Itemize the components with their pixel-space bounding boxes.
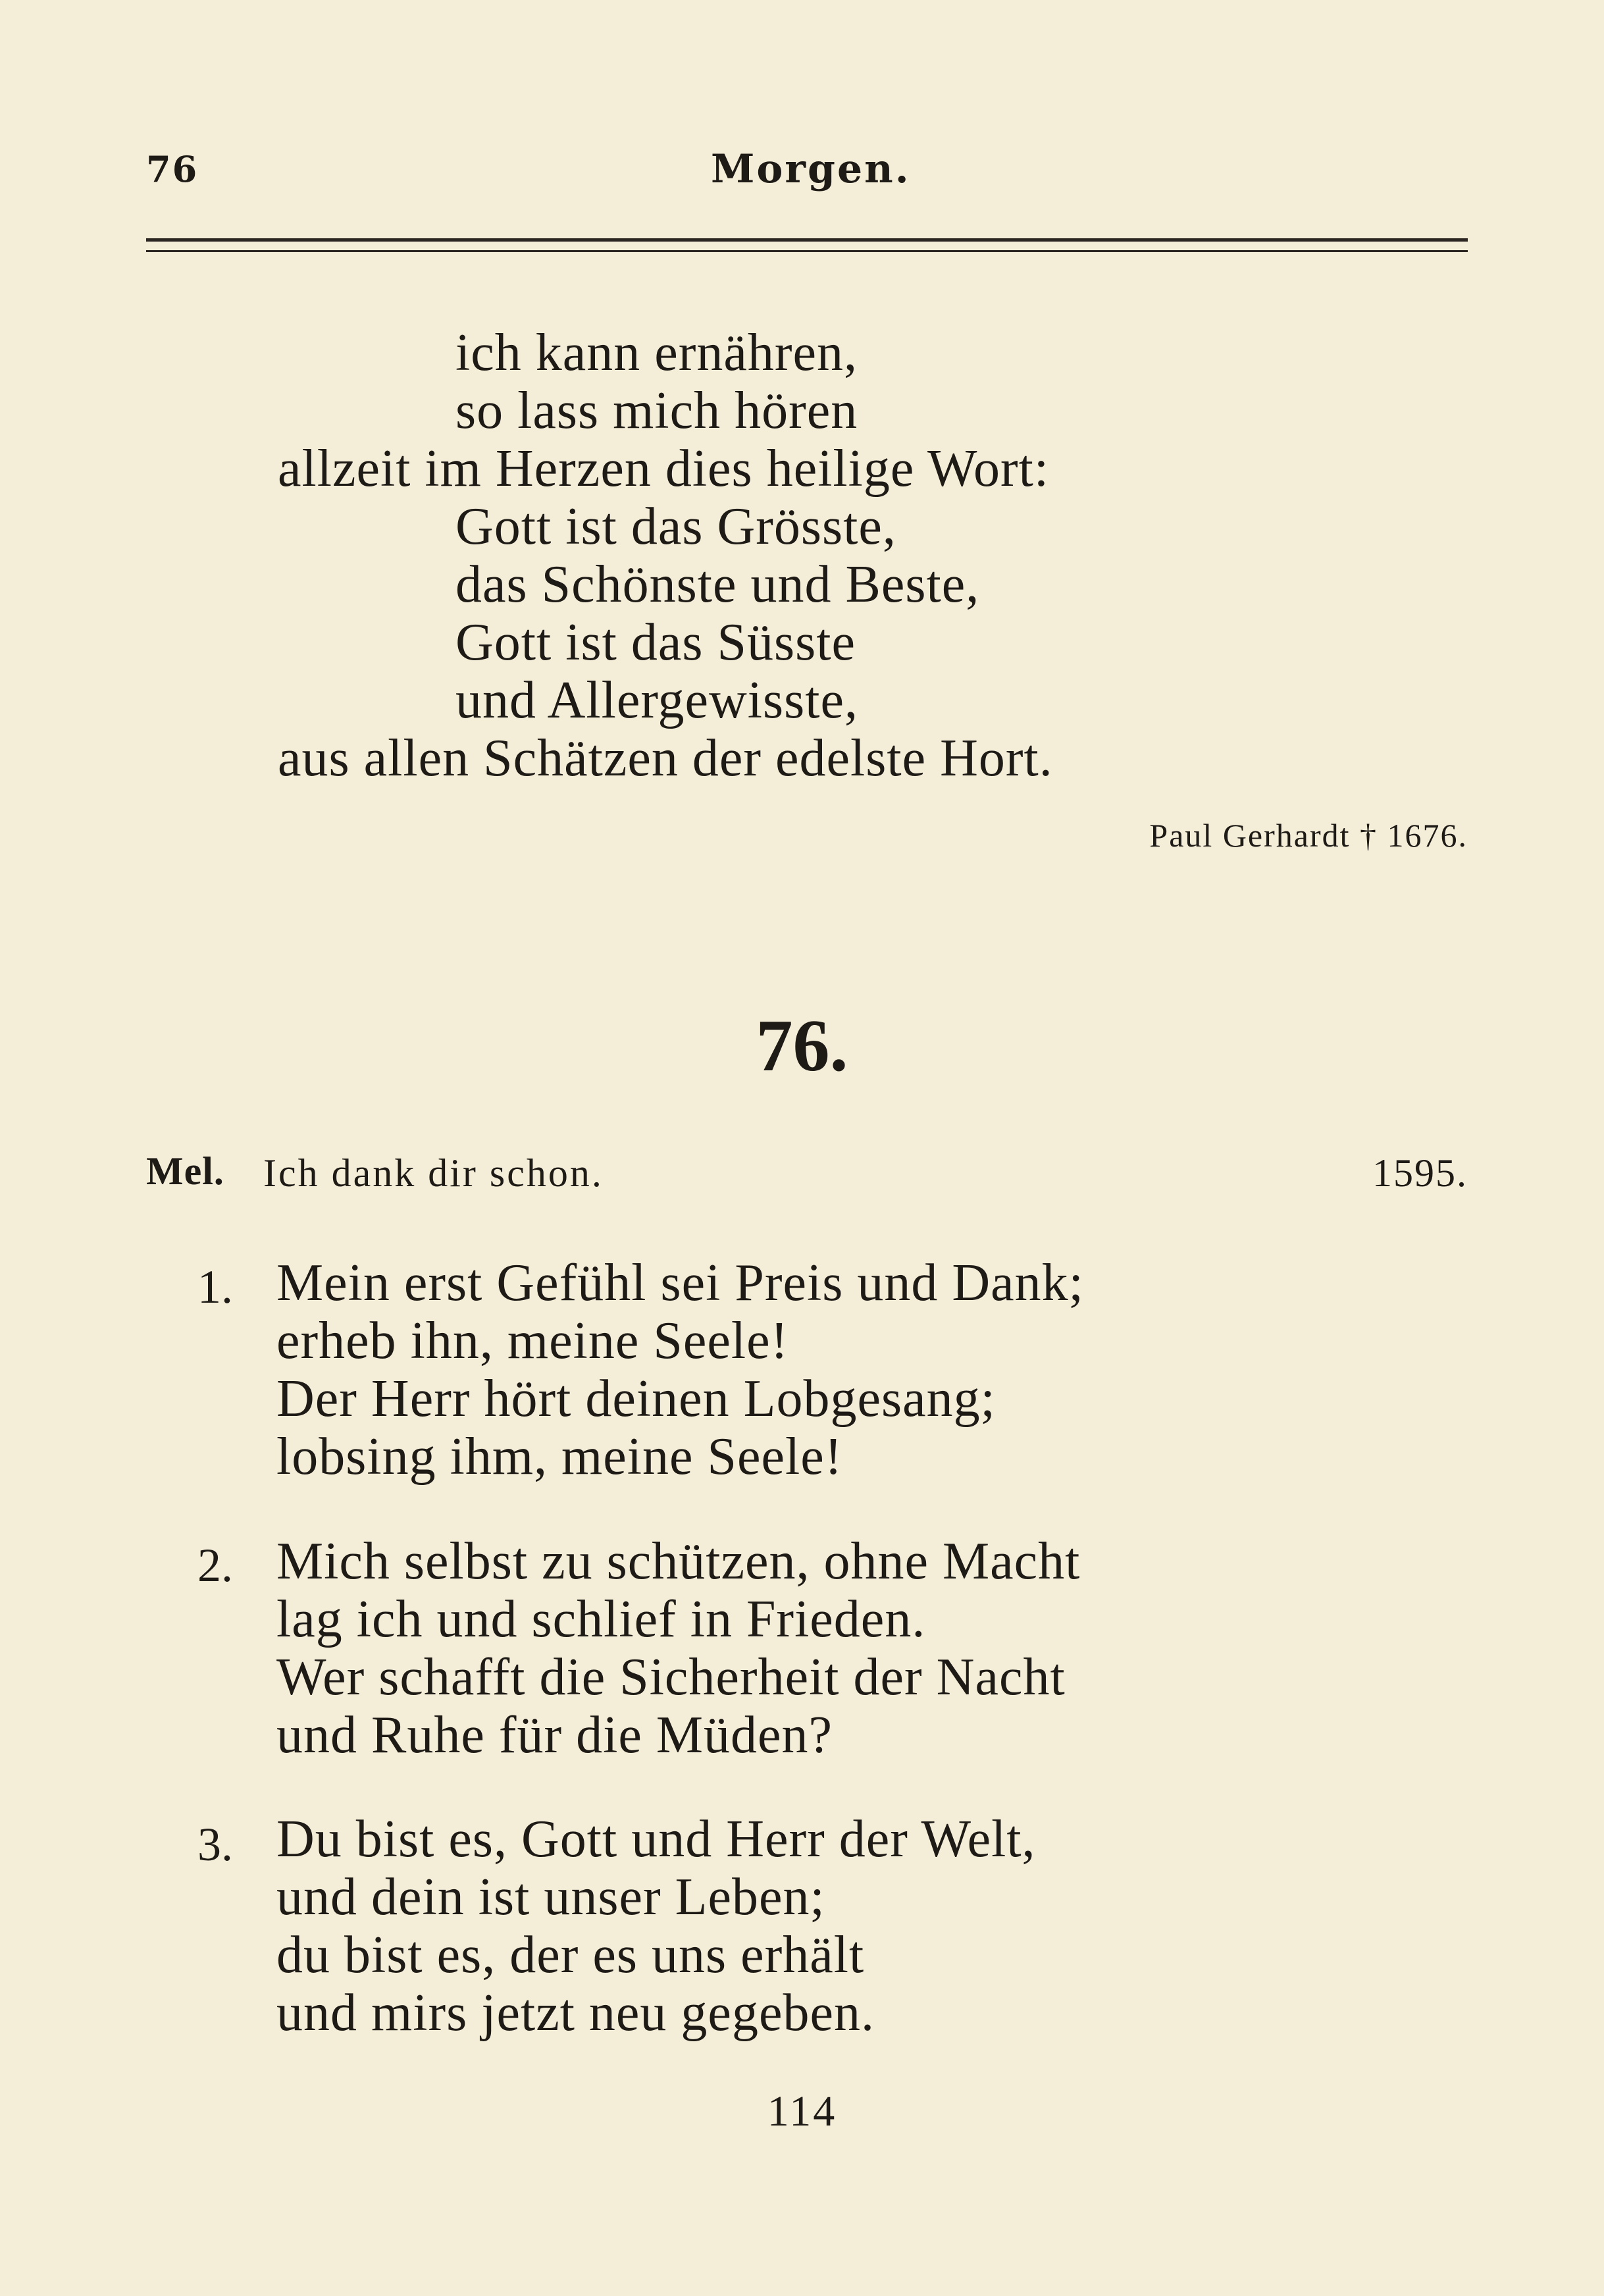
- header-rule-bottom: [146, 250, 1468, 252]
- verse-line: Der Herr hört deinen Lobgesang;: [276, 1370, 996, 1428]
- verse-line: Mich selbst zu schützen, ohne Macht: [276, 1532, 1081, 1590]
- poem-line: aus allen Schätzen der edelste Hort.: [278, 729, 1053, 787]
- footer-number: 114: [767, 2087, 837, 2135]
- verse-line: lobsing ihm, meine Seele!: [276, 1428, 843, 1486]
- poem-line: ich kann ernähren,: [455, 324, 858, 382]
- verse-line: du bist es, der es uns erhält: [276, 1926, 865, 1984]
- hymn-number: 76.: [756, 1005, 848, 1087]
- melody-label: Mel.: [146, 1149, 224, 1193]
- poem-line: das Schönste und Beste,: [455, 556, 980, 613]
- page-number: 76: [146, 148, 199, 190]
- running-title: Morgen.: [711, 146, 911, 192]
- melody-name: Ich dank dir schon.: [263, 1151, 604, 1195]
- verse-line: und dein ist unser Leben;: [276, 1868, 825, 1926]
- verse-line: und mirs jetzt neu gegeben.: [276, 1984, 875, 2042]
- poem-line: allzeit im Herzen dies heilige Wort:: [278, 440, 1050, 498]
- verse-number: 1.: [197, 1261, 233, 1313]
- poem-line: Gott ist das Grösste,: [455, 498, 896, 556]
- melody-year: 1595.: [1372, 1151, 1468, 1195]
- author-attribution: Paul Gerhardt † 1676.: [1149, 817, 1468, 854]
- verse-line: Du bist es, Gott und Herr der Welt,: [276, 1810, 1036, 1868]
- poem-line: Gott ist das Süsste: [455, 613, 856, 671]
- poem-line: so lass mich hören: [455, 382, 858, 440]
- verse-line: Wer schafft die Sicherheit der Nacht: [276, 1648, 1066, 1706]
- verse-line: erheb ihn, meine Seele!: [276, 1312, 789, 1370]
- verse-line: lag ich und schlief in Frieden.: [276, 1590, 926, 1648]
- header-rule-top: [146, 238, 1468, 242]
- verse-number: 2.: [197, 1539, 233, 1592]
- verse-line: Mein erst Gefühl sei Preis und Dank;: [276, 1254, 1084, 1312]
- verse-number: 3.: [197, 1818, 233, 1871]
- verse-line: und Ruhe für die Müden?: [276, 1706, 833, 1764]
- poem-line: und Allergewisste,: [455, 671, 859, 729]
